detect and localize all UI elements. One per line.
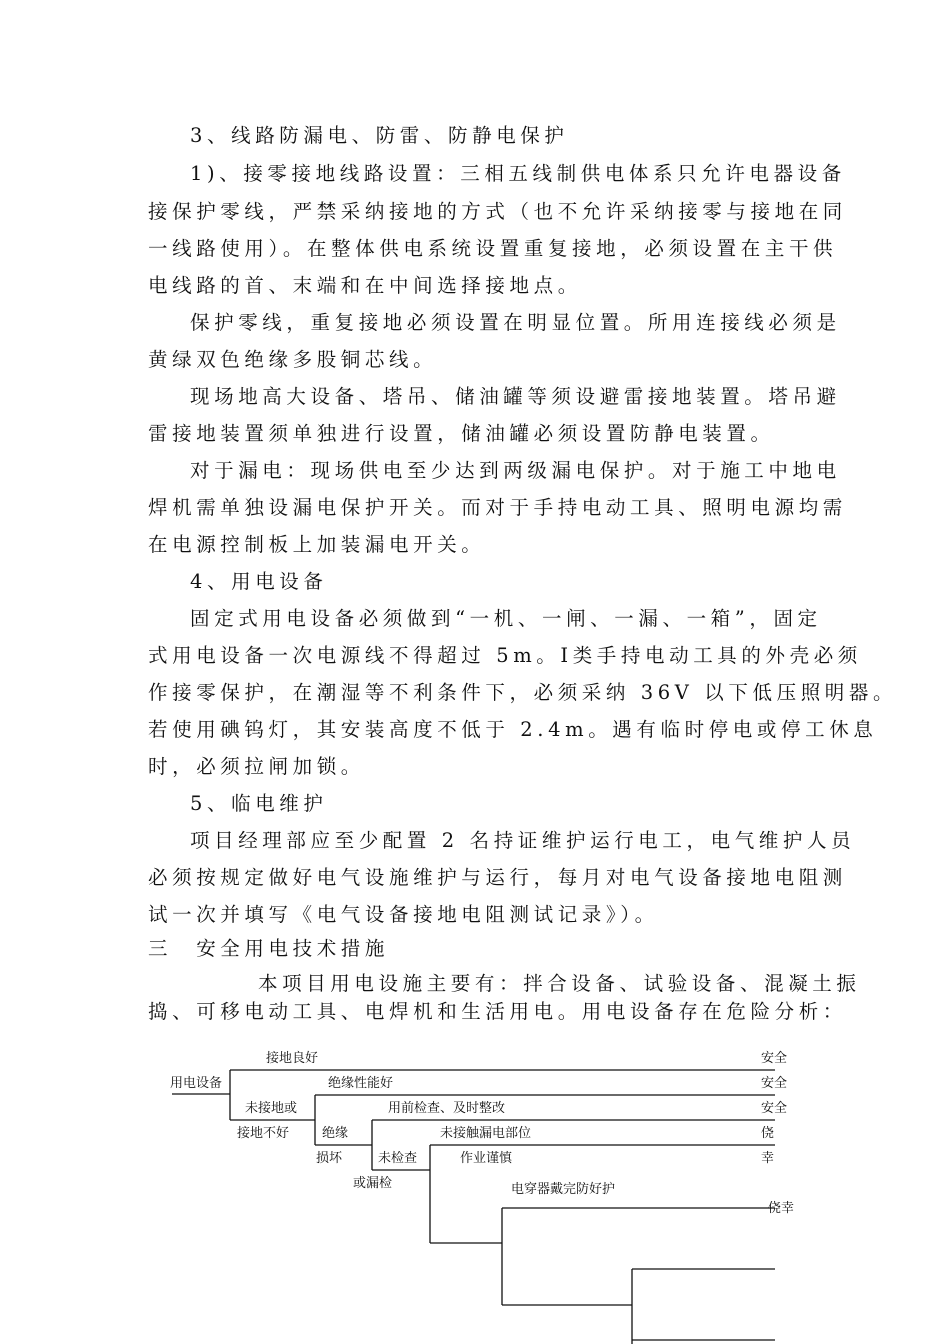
text-line: 试一次并填写《电气设备接地电阻测试记录》）。 [148,903,659,926]
text-line: 作接零保护，在潮湿等不利条件下，必须采纳 36V 以下低压照明器。 [148,681,898,704]
tree-outcome: 侥 [761,1126,775,1141]
tree-label: 未接地或 [245,1101,298,1116]
tree-outcome: 侥幸 [768,1201,795,1216]
heading-5: 5、临电维护 [190,792,328,815]
text-line: 时，必须拉闸加锁。 [148,755,365,778]
tree-root: 用电设备 [170,1076,223,1091]
tree-label: 或漏检 [353,1176,393,1191]
tree-label: 作业谨慎 [460,1151,513,1166]
tree-label: 未接触漏电部位 [440,1126,532,1141]
text-line: 一线路使用）。在整体供电系统设置重复接地，必须设置在主干供 [148,237,838,260]
tree-label: 接地不好 [237,1126,290,1141]
text-line: 保护零线，重复接地必须设置在明显位置。所用连接线必须是 [190,311,841,334]
text-line: 捣、可移电动工具、电焊机和生活用电。用电设备存在危险分析： [148,1000,847,1023]
tree-label: 损坏 [316,1151,343,1166]
heading-3: 3、线路防漏电、防雷、防静电保护 [190,124,569,147]
tree-label: 未检查 [378,1151,418,1166]
text-line: 电线路的首、末端和在中间选择接地点。 [148,274,582,297]
text-line: 现场地高大设备、塔吊、储油罐等须设避雷接地装置。塔吊避 [190,385,841,408]
text-line: 固定式用电设备必须做到“一机、一闸、一漏、一箱”，固定 [190,607,822,630]
text-line: 项目经理部应至少配置 2 名持证维护运行电工，电气维护人员 [190,829,856,852]
tree-label: 绝缘性能好 [328,1076,394,1091]
text-line: 在电源控制板上加装漏电开关。 [148,533,486,556]
text-line: 雷接地装置须单独进行设置，储油罐必须设置防静电装置。 [148,422,775,445]
tree-outcome: 幸 [761,1151,775,1166]
tree-label: 用前检查、及时整改 [388,1101,506,1116]
text-line: 式用电设备一次电源线不得超过 5m。Ⅰ类手持电动工具的外壳必须 [148,644,862,667]
text-line: 接保护零线，严禁采纳接地的方式（也不允许采纳接零与接地在同 [148,200,847,223]
tree-label: 电穿器戴完防好护 [511,1182,616,1197]
text-line: 必须按规定做好电气设施维护与运行，每月对电气设备接地电阻测 [148,866,847,889]
text-line: 若使用碘钨灯，其安装高度不低于 2.4m。遇有临时停电或停工休息 [148,718,878,741]
tree-outcome: 安全 [761,1101,788,1116]
section-heading: 三 安全用电技术措施 [148,937,390,960]
text-line: 对于漏电：现场供电至少达到两级漏电保护。对于施工中地电 [190,459,841,482]
tree-outcome: 安全 [761,1076,788,1091]
tree-label: 接地良好 [266,1051,319,1066]
text-line: 1)、接零接地线路设置：三相五线制供电体系只允许电器设备 [190,162,846,185]
tree-label: 绝缘 [322,1126,349,1141]
text-line: 焊机需单独设漏电保护开关。而对于手持电动工具、照明电源均需 [148,496,847,519]
text-line: 黄绿双色绝缘多股铜芯线。 [148,348,438,371]
text-line: 本项目用电设施主要有：拌合设备、试验设备、混凝土振 [258,972,861,995]
heading-4: 4、用电设备 [190,570,328,593]
tree-outcome: 安全 [761,1051,788,1066]
